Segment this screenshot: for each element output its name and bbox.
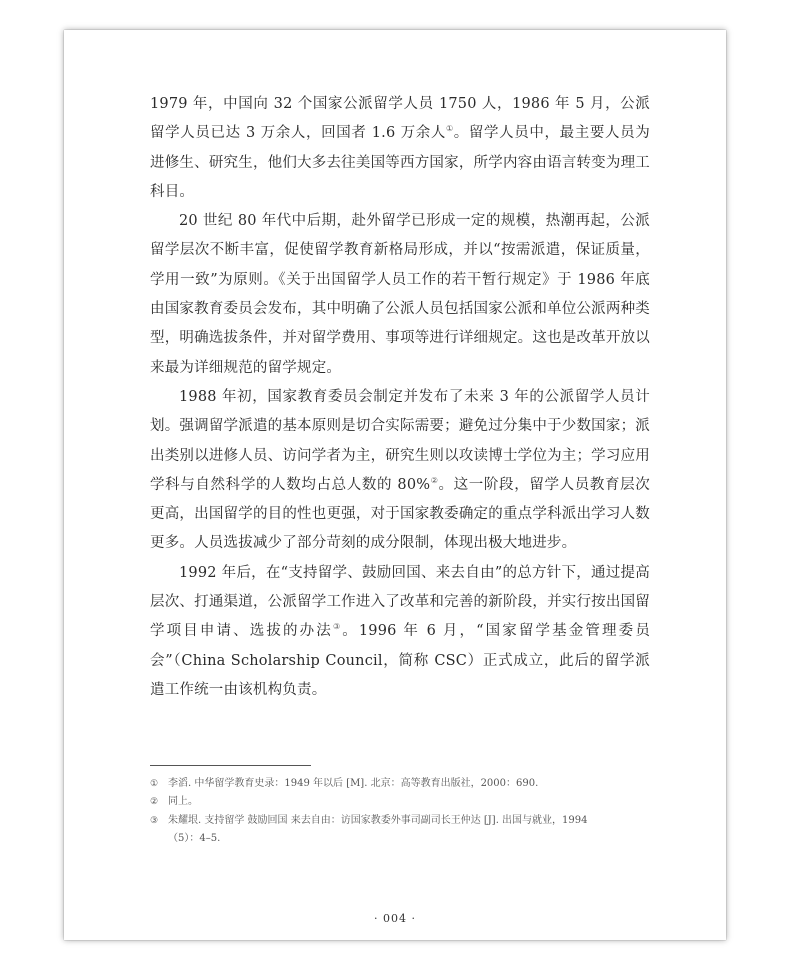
footnote-mark-3: ③ [150,815,159,826]
footnote-2 [150,793,610,811]
footnote-3 [150,812,610,849]
paragraph-3-text-b: 。这一阶段，留学人员教育层次更高，出国留学的目的性也更强，对于国家教委确定的重点学科派出学习人数更多。人员选拔减少了部分苛刻的成分限制，体现出极大地进步。 [150,476,650,552]
paragraph-4-text-a: 1992 年后，在“支持留学、鼓励回国、来去自由”的总方针下，通过提高层次、打通渠道，公派留学工作进入了改革和完善的新阶段，并实行按出国留学项目申请、选拔的办法 [150,564,650,640]
footnote-text-2: 同上。 [168,796,198,808]
paragraph-1 [150,90,650,207]
paragraph-2-text: 20 世纪 80 年代中后期，赴外留学已形成一定的规模，热潮再起，公派留学层次不断丰富，促使留学教育新格局形成，并以“按需派遣，保证质量，学用一致”为原则。《关于出国留学人员工作的若干暂行规定》于 1986 年底由国家教育委员会发布，其中明确了公派人员包括国家公派和单位公派两种类型，明确选拔条件，并对留学费用、事项等进行详细规定。这也是改革开放以来最为详细规范的留学规定。 [150,213,650,376]
footnote-mark-1: ① [150,779,159,789]
page-number: · 004 · [374,912,416,925]
footnote-text-3: 朱耀垠. 支持留学 鼓励回国 来去自由：访国家教委外事司副司长王仲达 [J]. 出国与就业，1994（5）：4–5. [168,814,588,844]
body-text [150,90,650,705]
footnotes [150,775,610,848]
paragraph-4 [150,559,650,705]
paragraph-1-text-a: 1979 年，中国向 32 个国家公派留学人员 1750 人，1986 年 5 月，公派留学人员已达 3 万余人，回国者 1.6 万余人 [150,96,650,142]
paragraph-2 [150,207,650,383]
paragraph-1-text-b: 。留学人员中，最主要人员为进修生、研究生，他们大多去往美国等西方国家，所学内容由语言转变为理工科目。 [150,125,650,200]
paragraph-3 [150,383,650,559]
footnote-ref-1: ① [446,124,454,134]
footnote-ref-2: ② [430,476,439,486]
paragraph-4-text-b: 。1996 年 6 月，“国家留学基金管理委员会”（China Scholarship Council，简称 CSC）正式成立，此后的留学派遣工作统一由该机构负责。 [150,623,651,698]
paragraph-3-text-a: 1988 年初，国家教育委员会制定并发布了未来 3 年的公派留学人员计划。强调留学派遣的基本原则是切合实际需要；避免过分集中于少数国家；派出类别以进修人员、访问学者为主，研究生则以攻读博士学位为主；学习应用学科与自然科学的人数均占总人数的 80% [150,388,650,493]
book-page [64,30,726,940]
footnote-1 [150,775,610,793]
footnote-divider [150,765,311,766]
footnote-text-1: 李滔. 中华留学教育史录：1949 年以后 [M]. 北京：高等教育出版社，2000：690. [168,778,539,789]
footnote-ref-3: ③ [332,622,343,632]
footnote-mark-2: ② [150,797,159,808]
